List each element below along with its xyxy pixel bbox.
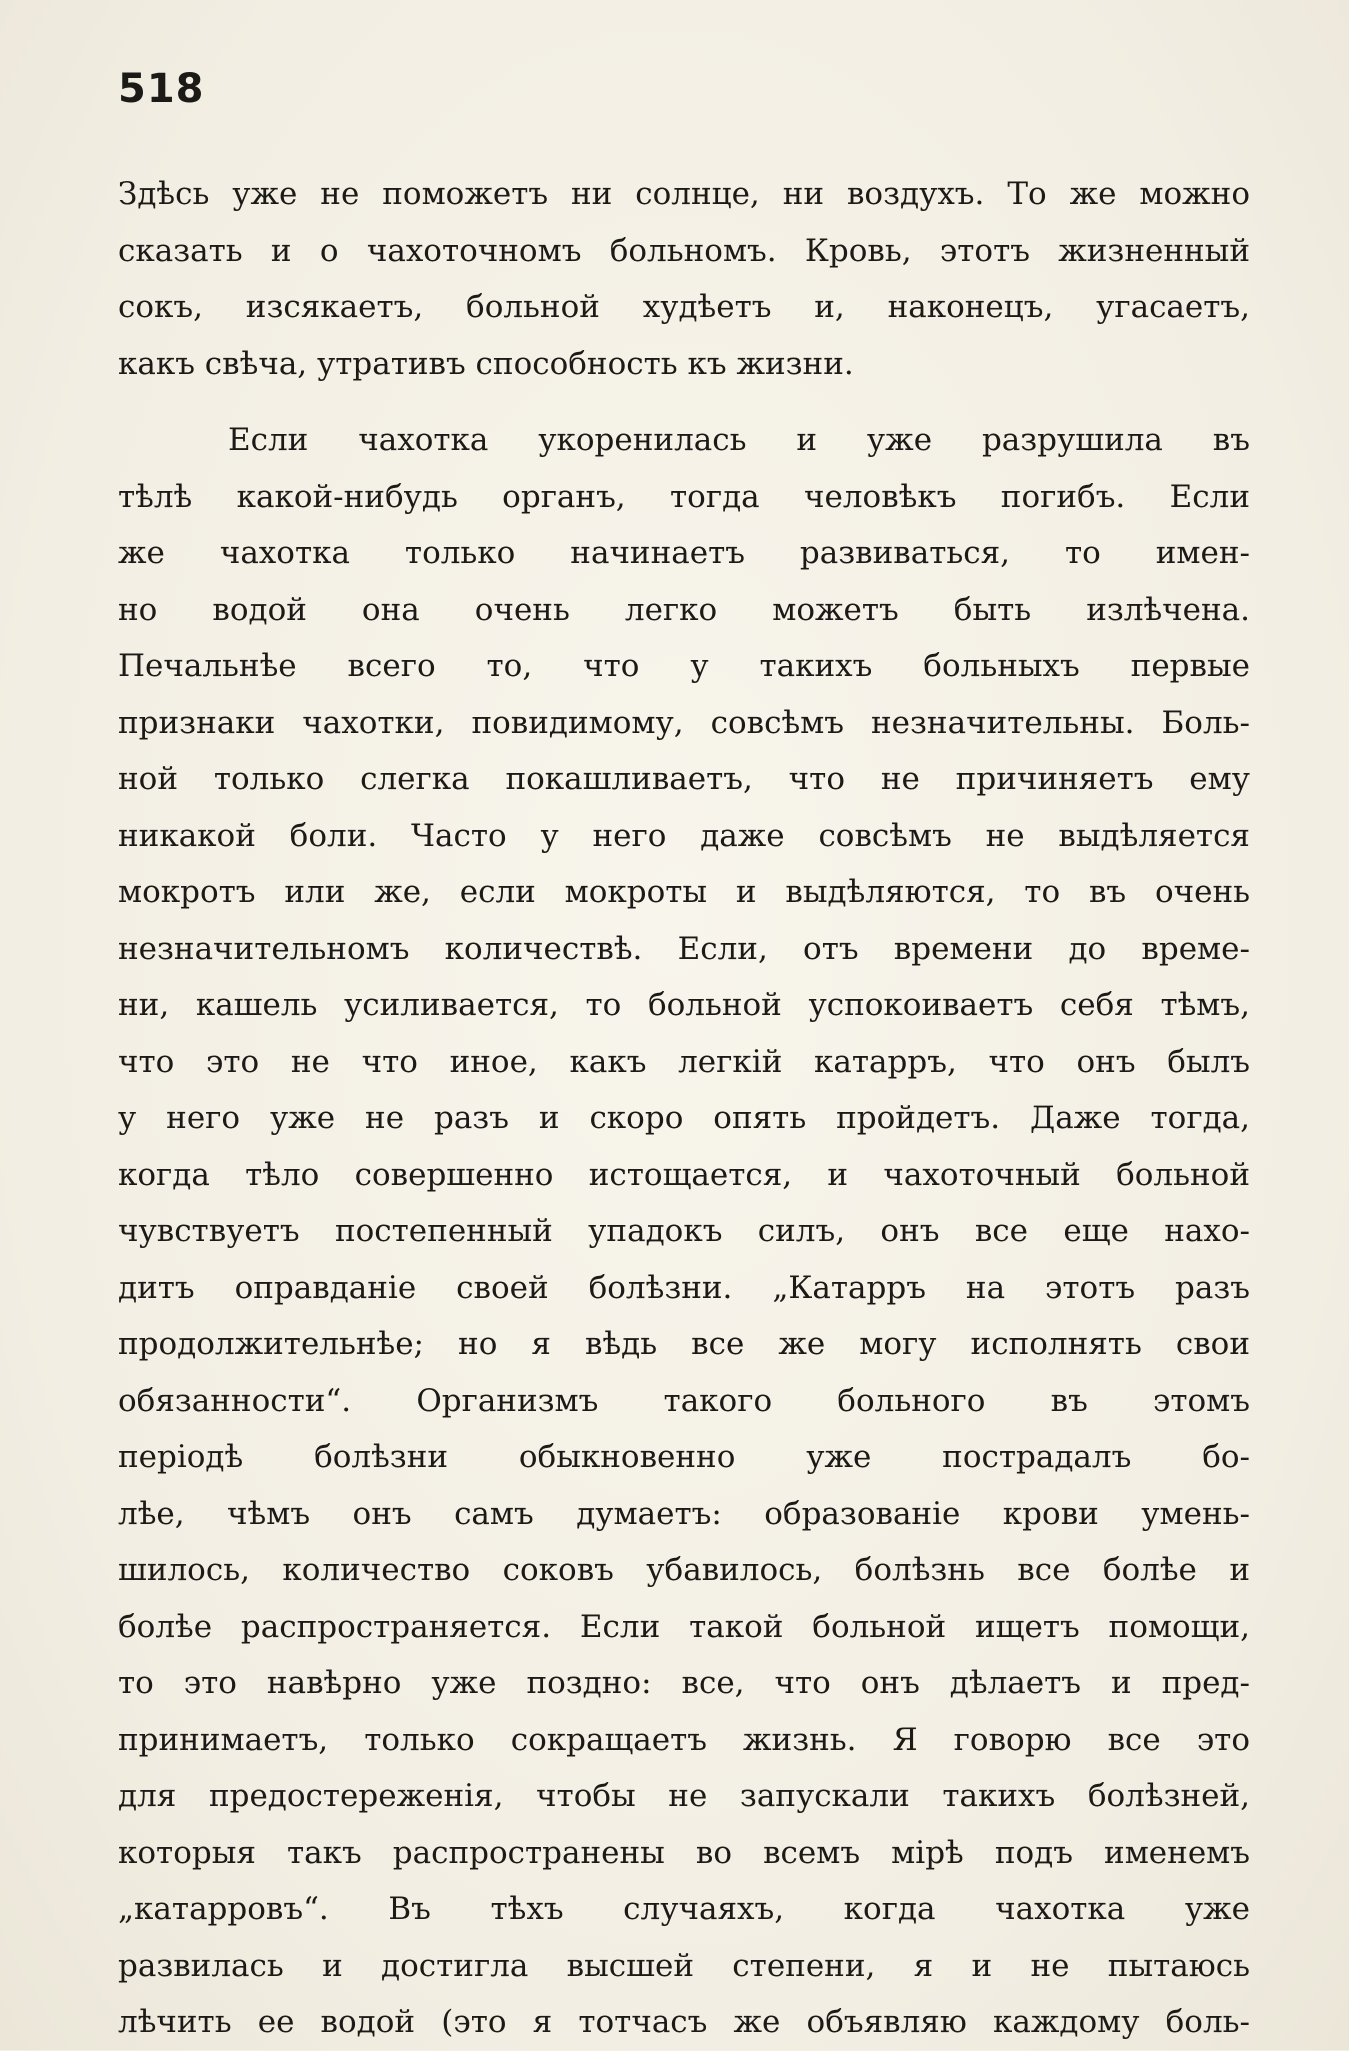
- text-line: что это не что иное, какъ легкій катарръ, что онъ былъ: [118, 1043, 1250, 1080]
- body-text: [118, 166, 1250, 2051]
- text-line: ной только слегка покашливаетъ, что не причиняетъ ему: [118, 761, 1250, 797]
- text-line: „катарровъ“. Въ тѣхъ случаяхъ, когда чахотка уже: [118, 1891, 1250, 1927]
- text-line: Здѣсь уже не поможетъ ни солнце, ни воздухъ. То же можно: [118, 176, 1250, 212]
- text-line: мокротъ или же, если мокроты и выдѣляются, то въ очень: [118, 874, 1250, 910]
- text-line: незначительномъ количествѣ. Если, отъ времени до време-: [118, 930, 1250, 967]
- text-line: лѣчить ее водой (это я тотчасъ же объявляю каждому боль-: [118, 2004, 1250, 2040]
- text-line: Печальнѣе всего то, что у такихъ больныхъ первые: [118, 648, 1250, 684]
- paragraph-2: [118, 412, 1250, 2051]
- text-line: то это навѣрно уже поздно: все, что онъ дѣлаетъ и пред-: [118, 1665, 1250, 1701]
- text-line: ни, кашель усиливается, то больной успокоиваетъ себя тѣмъ,: [118, 987, 1250, 1023]
- text-line: когда тѣло совершенно истощается, и чахоточный больной: [118, 1156, 1250, 1193]
- text-line: періодѣ болѣзни обыкновенно уже пострадалъ бо-: [118, 1439, 1250, 1475]
- text-line: но водой она очень легко можетъ быть излѣчена.: [118, 591, 1250, 628]
- page-number: 518: [118, 66, 205, 112]
- text-line: шилось, количество соковъ убавилось, болѣзнь все болѣе и: [118, 1552, 1250, 1588]
- text-line: которыя такъ распространены во всемъ мірѣ подъ именемъ: [118, 1834, 1250, 1871]
- text-line: продолжительнѣе; но я вѣдь все же могу исполнять свои: [118, 1326, 1250, 1362]
- text-line: у него уже не разъ и скоро опять пройдетъ. Даже тогда,: [118, 1100, 1250, 1136]
- text-line: принимаетъ, только сокращаетъ жизнь. Я говорю все это: [118, 1721, 1250, 1758]
- text-line: чувствуетъ постепенный упадокъ силъ, онъ все еще нахо-: [118, 1213, 1250, 1249]
- text-line: какъ свѣча, утративъ способность къ жизни.: [118, 345, 854, 382]
- text-line: болѣе распространяется. Если такой больной ищетъ помощи,: [118, 1608, 1250, 1645]
- paragraph-gap: [118, 392, 1250, 412]
- text-line: развилась и достигла высшей степени, я и не пытаюсь: [118, 1947, 1250, 1984]
- text-line: признаки чахотки, повидимому, совсѣмъ незначительны. Боль-: [118, 704, 1250, 741]
- text-line: же чахотка только начинаетъ развиваться, то имен-: [118, 535, 1250, 571]
- text-line: обязанности“. Организмъ такого больного въ этомъ: [118, 1382, 1250, 1419]
- text-line: лѣе, чѣмъ онъ самъ думаетъ: образованіе крови умень-: [118, 1495, 1250, 1532]
- text-line: Если чахотка укоренилась и уже разрушила въ: [228, 422, 1250, 458]
- text-line: сказать и о чахоточномъ больномъ. Кровь, этотъ жизненный: [118, 232, 1250, 269]
- paragraph-1: [118, 166, 1250, 392]
- text-line: дитъ оправданіе своей болѣзни. „Катарръ на этотъ разъ: [118, 1269, 1250, 1306]
- text-line: никакой боли. Часто у него даже совсѣмъ не выдѣляется: [118, 817, 1250, 854]
- text-line: для предостереженія, чтобы не запускали такихъ болѣзней,: [118, 1778, 1250, 1814]
- text-line: тѣлѣ какой-нибудь органъ, тогда человѣкъ погибъ. Если: [118, 478, 1250, 515]
- text-line: сокъ, изсякаетъ, больной худѣетъ и, наконецъ, угасаетъ,: [118, 289, 1250, 325]
